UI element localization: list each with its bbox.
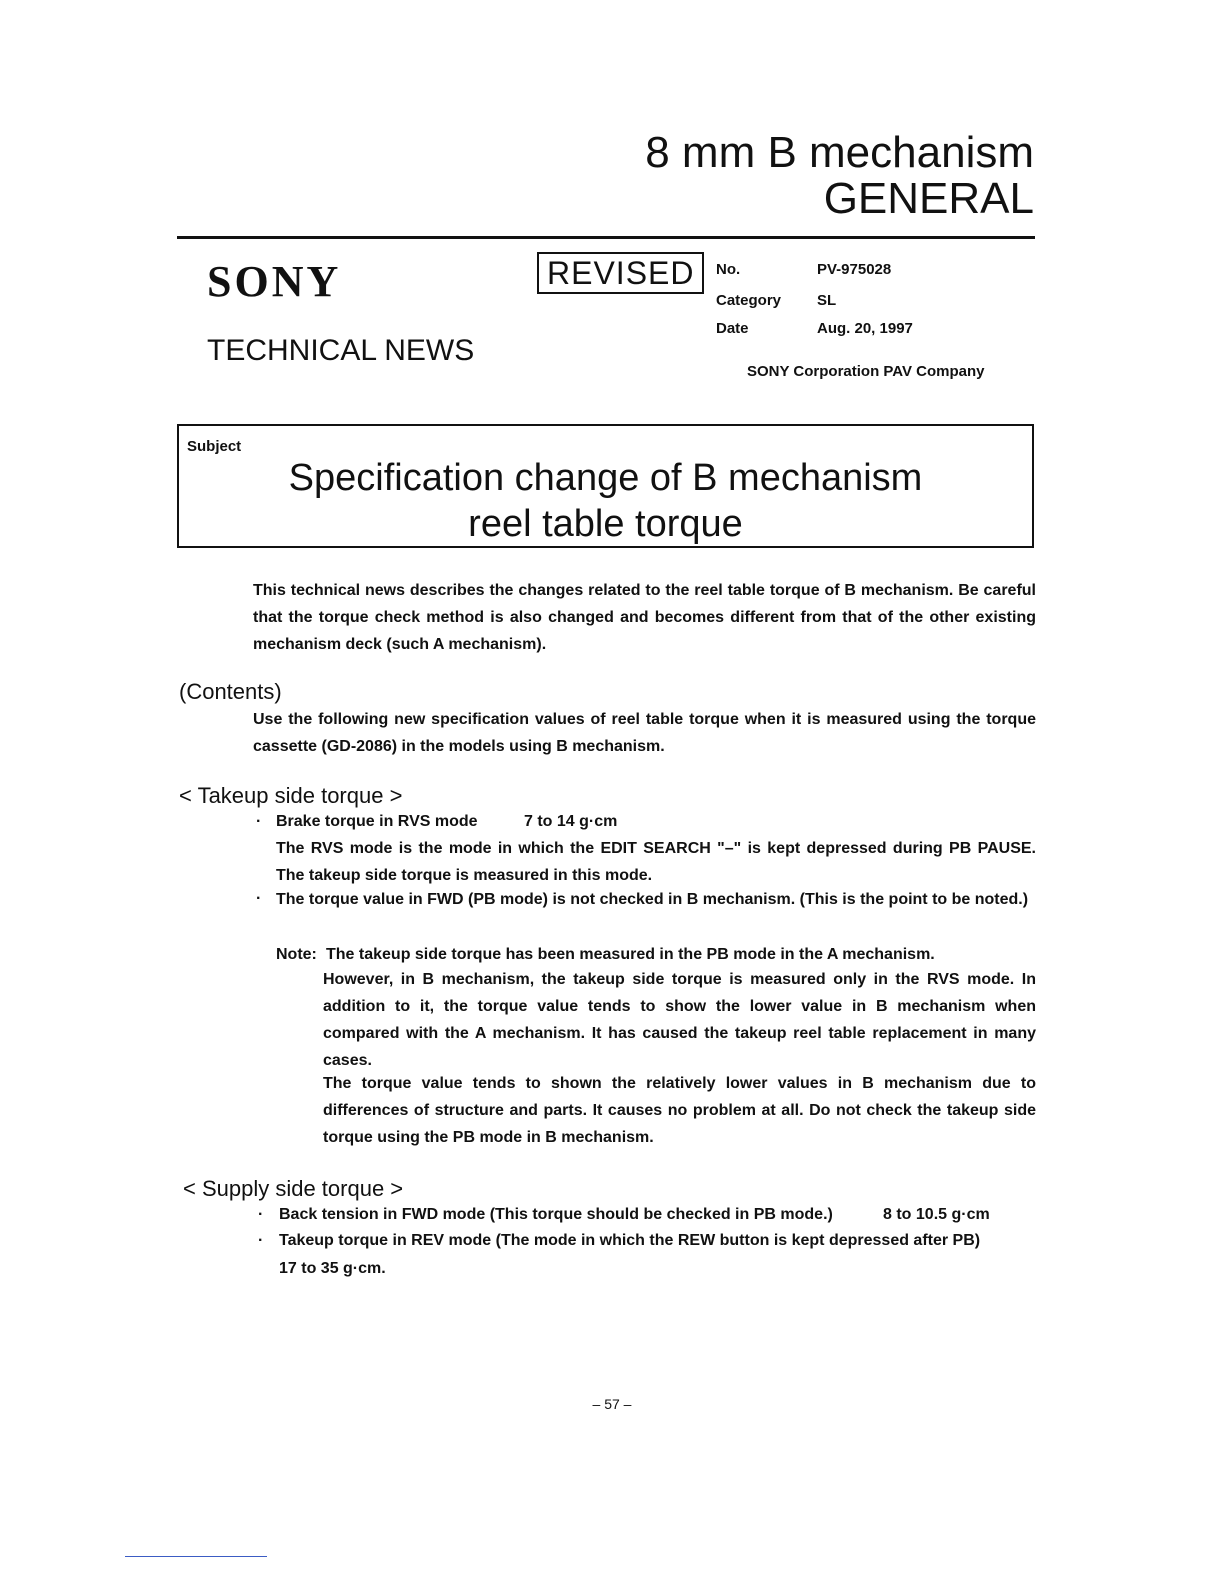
bullet-dot: · — [258, 1232, 264, 1249]
date-label: Date — [716, 320, 749, 337]
bullet-dot: · — [256, 813, 262, 830]
no-label: No. — [716, 261, 741, 278]
header-rule — [177, 236, 1035, 239]
rvs-mode-description: The RVS mode is the mode in which the EDIT SEARCH "–" is kept depressed during PB PAUSE. The takeup side torque is measured in this mode. — [276, 840, 1036, 884]
date-value: Aug. 20, 1997 — [817, 320, 913, 337]
category-label: Category — [716, 292, 782, 309]
doc-type: TECHNICAL NEWS — [207, 334, 475, 367]
note-paragraph-2: The torque value tends to shown the relatively lower values in B mechanism due to differences of structure and parts. It causes no problem at all. Do not check the takeup side torque using the PB mode in B mechanism. — [323, 1075, 1036, 1146]
back-tension-value: 8 to 10.5 g·cm — [883, 1206, 990, 1223]
takeup-heading: < Takeup side torque > — [179, 783, 403, 808]
intro-paragraph: This technical news describes the changes related to the reel table torque of B mechanism. Be careful that the torque check method is also changed and becomes different from that of the other existing mechanism deck (such A mechanism). — [253, 582, 1036, 653]
subject-title-line1: Specification change of B mechanism — [288, 457, 923, 499]
supply-heading: < Supply side torque > — [183, 1176, 404, 1201]
no-value: PV-975028 — [817, 261, 892, 278]
rev-takeup-label: Takeup torque in REV mode (The mode in which the REW button is kept depressed after PB) — [279, 1232, 981, 1249]
revised-stamp: REVISED — [537, 252, 704, 294]
footer-line — [125, 1556, 267, 1557]
sony-logo: SONY — [207, 257, 342, 306]
note-paragraph: However, in B mechanism, the takeup side torque is measured only in the RVS mode. In addition to it, the torque value tends to show the lower value in B mechanism when compared with the A mechanism. It has caused the takeup reel table replacement in many cases. — [323, 971, 1036, 1069]
bullet-dot: · — [258, 1206, 264, 1223]
document-title-line1: 8 mm B mechanism — [645, 128, 1034, 177]
brake-torque-value: 7 to 14 g·cm — [524, 813, 618, 830]
brake-torque-label: Brake torque in RVS mode — [276, 813, 478, 830]
subject-label: Subject — [187, 438, 242, 455]
page-number: – 57 – — [592, 1396, 632, 1412]
fwd-not-checked-note: The torque value in FWD (PB mode) is not checked in B mechanism. (This is the point to be noted.) — [276, 891, 1029, 908]
bullet-dot: · — [256, 890, 262, 907]
rev-takeup-value: 17 to 35 g·cm. — [279, 1260, 386, 1277]
subject-title-line2: reel table torque — [468, 503, 743, 545]
back-tension-label: Back tension in FWD mode (This torque should be checked in PB mode.) — [279, 1206, 833, 1223]
contents-heading: (Contents) — [179, 679, 282, 704]
contents-paragraph: Use the following new specification values of reel table torque when it is measured using the torque cassette (GD-2086) in the models using B mechanism. — [253, 711, 1036, 755]
company-name: SONY Corporation PAV Company — [747, 363, 985, 380]
note-label: Note: — [276, 946, 317, 963]
document-title-line2: GENERAL — [823, 174, 1034, 223]
note-first-line: The takeup side torque has been measured in the PB mode in the A mechanism. — [326, 946, 935, 963]
category-value: SL — [817, 292, 837, 309]
